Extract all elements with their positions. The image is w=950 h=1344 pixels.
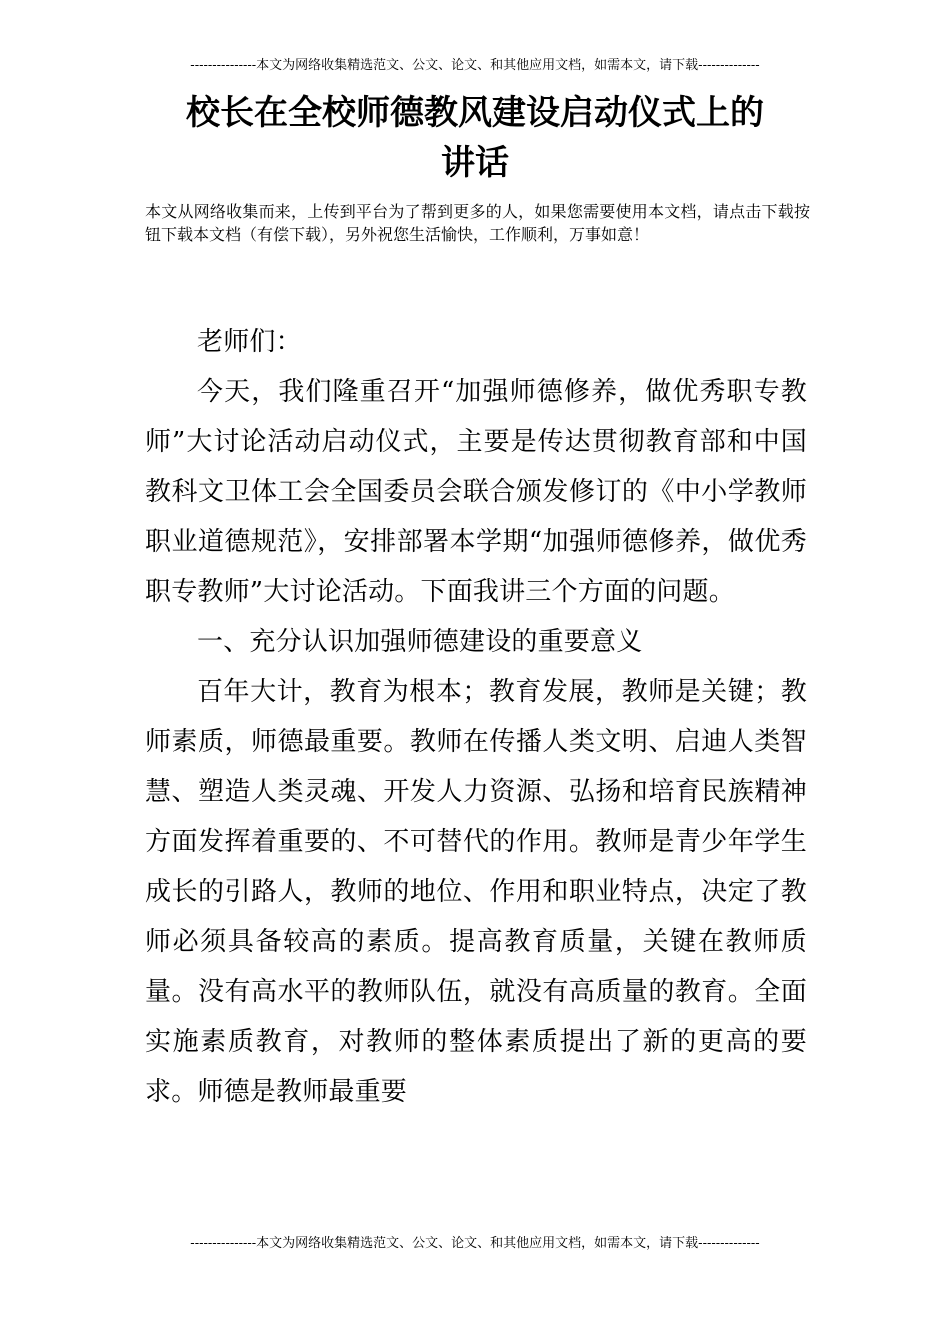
- intro-paragraph: 今天，我们隆重召开“加强师德修养，做优秀职专教师”大讨论活动启动仪式，主要是传达贯彻教育部和中国教科文卫体工会全国委员会联合颁发修订的《中小学教师职业道德规范》，安排部署本学期“加强师德修养，做优秀职专教师”大讨论活动。下面我讲三个方面的问题。: [145, 377, 807, 607]
- download-notice: 本文从网络收集而来，上传到平台为了帮到更多的人，如果您需要使用本文档，请点击下载按钮下载本文档（有偿下载），另外祝您生活愉快，工作顺利，万事如意！: [145, 202, 810, 244]
- title-line-1: 校长在全校师德教风建设启动仪式上的: [186, 93, 764, 133]
- title-line-2: 讲话: [441, 143, 509, 183]
- footer-banner: ---------------本文为网络收集精选范文、公文、论文、和其他应用文档，如需本文，请下载--------------: [190, 1236, 760, 1251]
- section-heading: 一、充分认识加强师德建设的重要意义: [197, 627, 643, 657]
- body-paragraph: 百年大计，教育为根本；教育发展，教师是关键；教师素质，师德最重要。教师在传播人类文明、启迪人类智慧、塑造人类灵魂、开发人力资源、弘扬和培育民族精神方面发挥着重要的、不可替代的作用。教师是青少年学生成长的引路人，教师的地位、作用和职业特点，决定了教师必须具备较高的素质。提高教育质量，关键在教师质量。没有高水平的教师队伍，就没有高质量的教育。全面实施素质教育，对教师的整体素质提出了新的更高的要求。师德是教师最重要: [145, 677, 807, 1107]
- document-title: [145, 88, 805, 188]
- salutation-paragraph: 老师们：: [197, 327, 302, 357]
- header-banner: ---------------本文为网络收集精选范文、公文、论文、和其他应用文档，如需本文，请下载--------------: [190, 58, 760, 73]
- document-body: [145, 317, 807, 1117]
